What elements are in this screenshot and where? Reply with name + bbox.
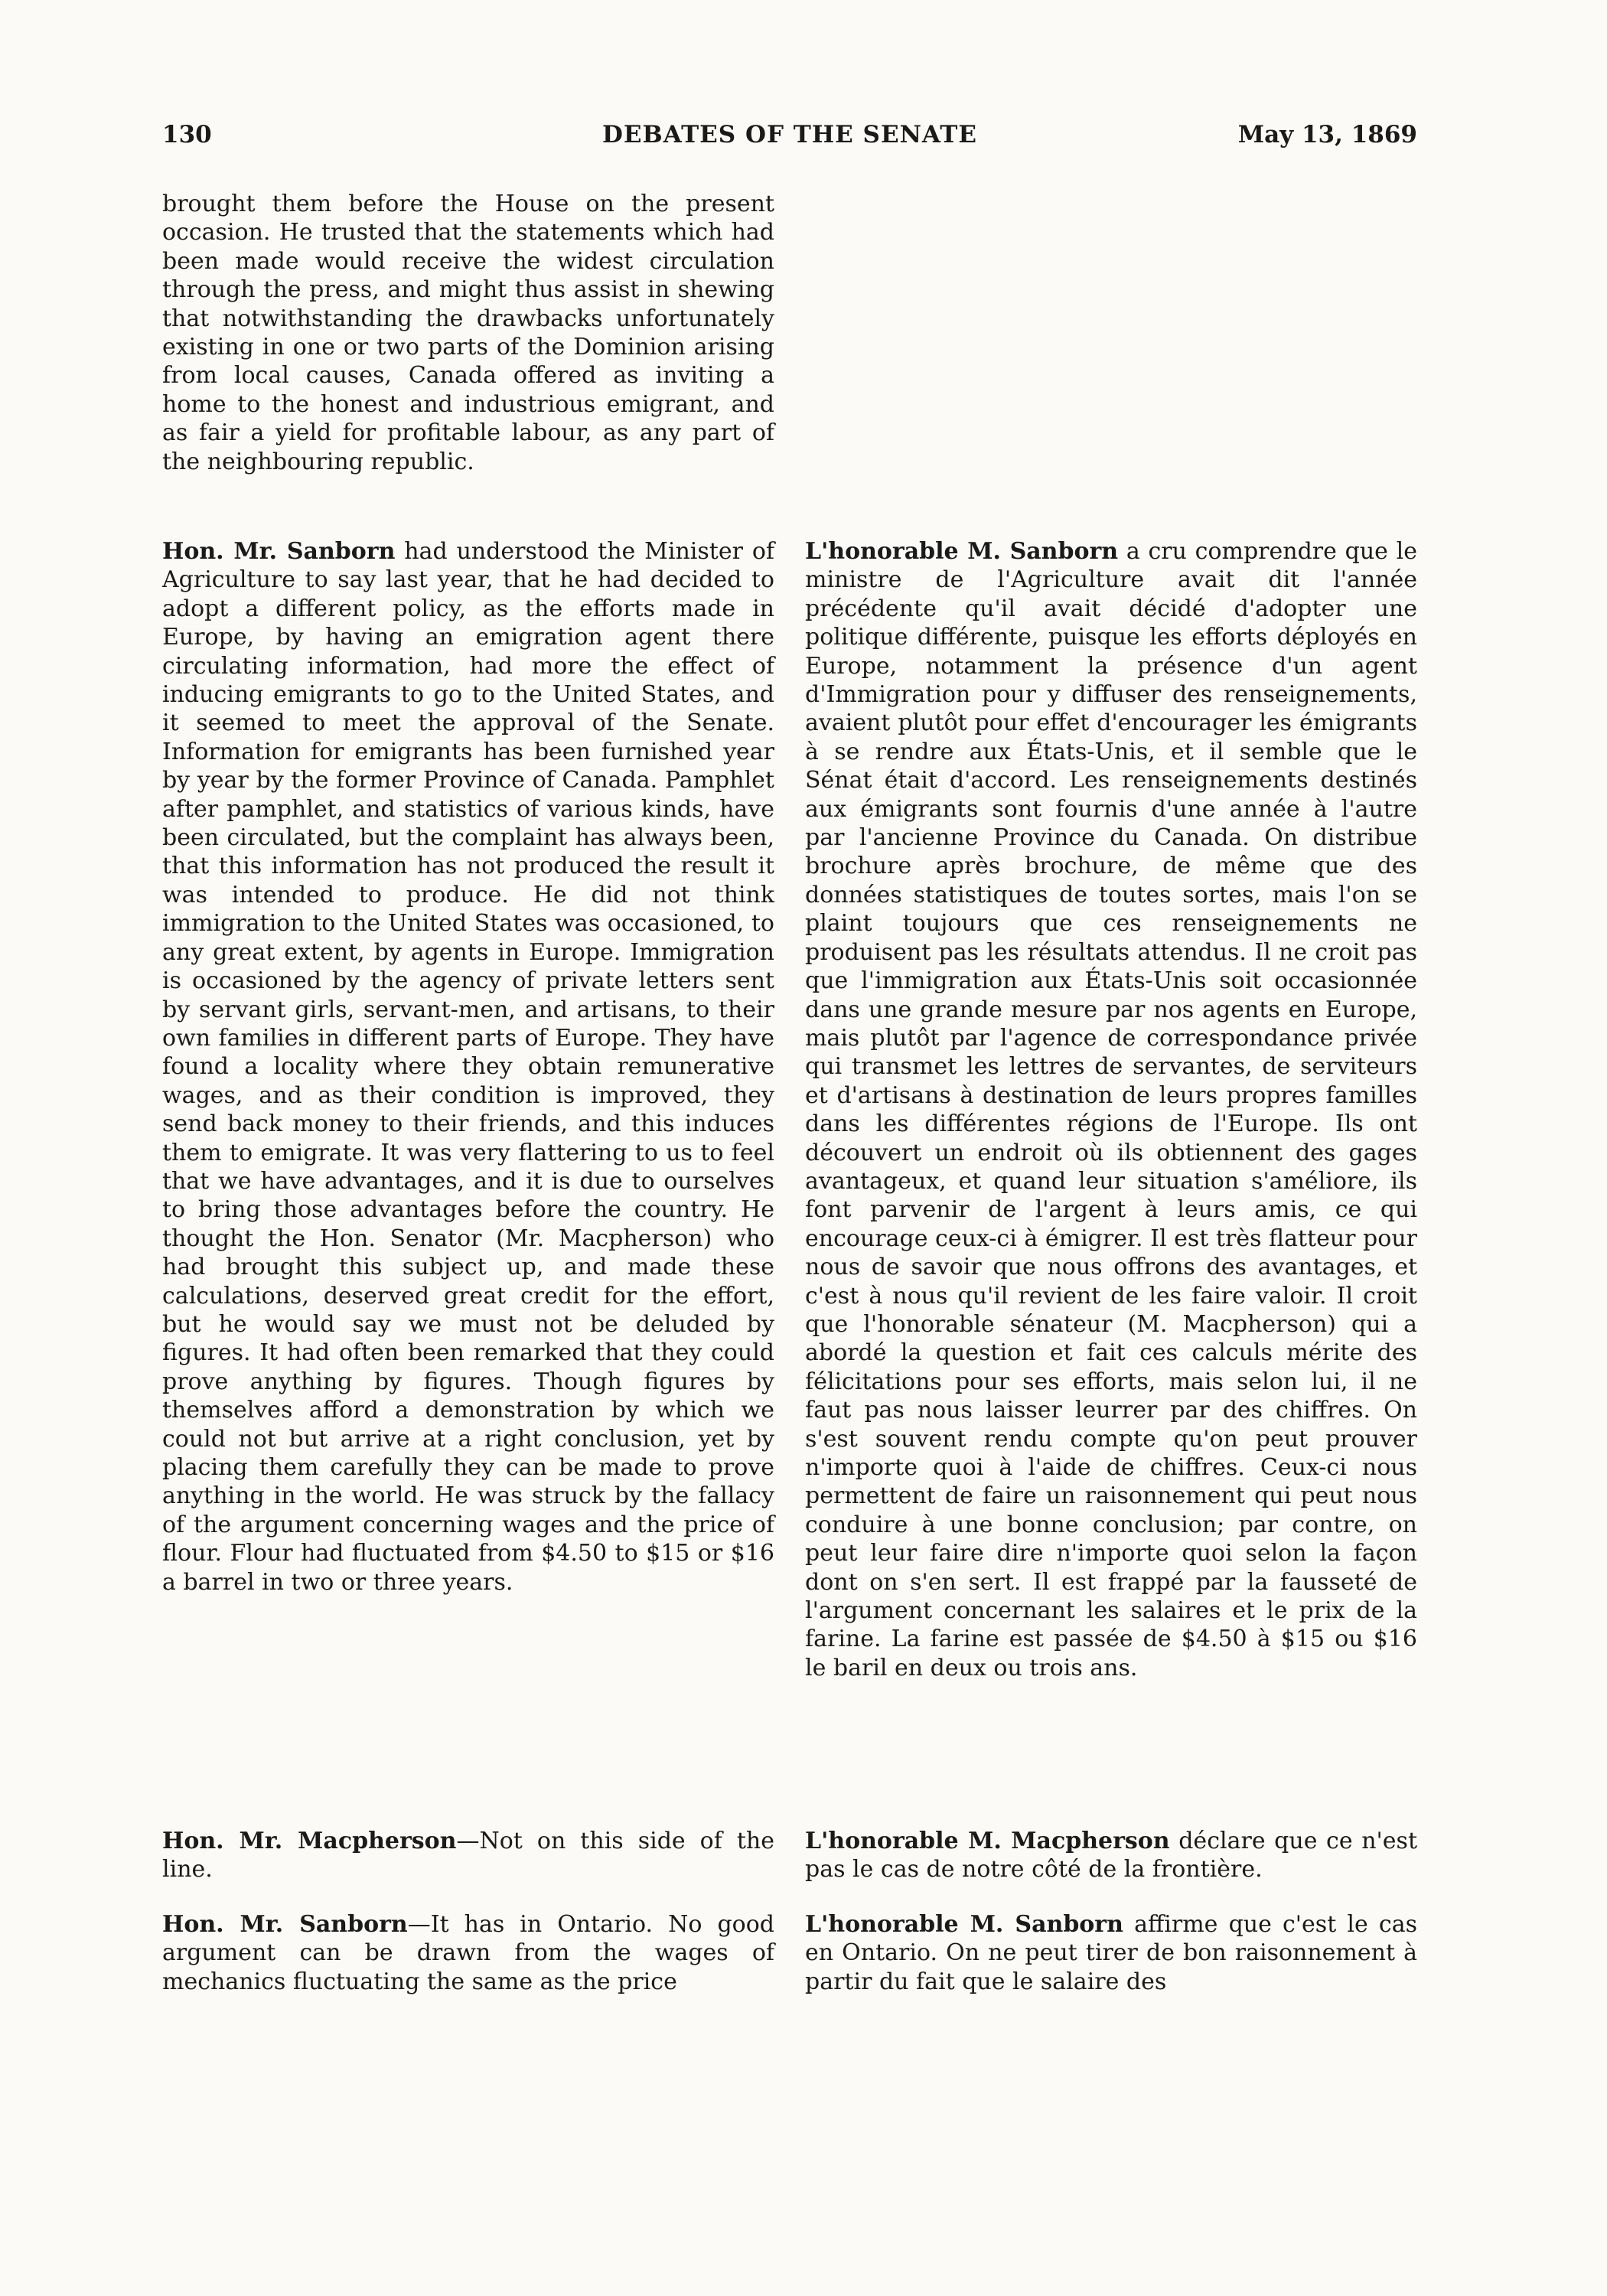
speech-text: a cru comprendre que le ministre de l'Agriculture avait dit l'année précédente qu'il avait décidé d'adopter une politique différente, puisque les efforts déployés en Europe, notamment la présence d'un agent d'Immigration pour y diffuser des renseignements, avaient plutôt pour effet d'encourager les émigrants à se rendre aux États-Unis, et il semble que le Sénat était d'accord. Les renseignements destinés aux émigrants sont fournis d'une année à l'autre par l'ancienne Province du Canada. On distribue brochure après brochure, de même que des données statistiques de toutes sortes, mais l'on se plaint toujours que ces renseignements ne produisent pas les résultats attendus. Il ne croit pas que l'immigration aux États-Unis soit occasionnée dans une grande mesure par nos agents en Europe, mais plutôt par l'agence de correspondance privée qui transmet les lettres de servantes, de serviteurs et d'artisans à destination de leurs propres familles dans les différentes régions de l'Europe. Ils ont découvert un endroit où ils obtiennent des gages avantageux, et quand leur situation s'améliore, ils font parvenir de l'argent à leurs amis, ce qui encourage ceux-ci à émigrer. Il est très flatteur pour nous de savoir que nous offrons des avantages, et c'est à nous qu'il revient de les faire valoir. Il croit que l'honorable sénateur (M. Macpherson) qui a abordé la question et fait ces calculs mérite des félicitations pour ses efforts, mais selon lui, il ne faut pas nous laisser leurrer par des chiffres. On s'est souvent rendu compte qu'on peut prouver n'importe quoi à l'aide de chiffres. Ceux-ci nous permettent de faire un raisonnement qui peut nous conduire à une bonne conclusion; par contre, on peut leur faire dire n'importe quoi selon la façon dont on s'en sert. Il est frappé par la fausseté de l'argument concernant les salaires et le prix de la farine. La farine est passée de $4.50 à $15 ou $16 le baril en deux ou trois ans. — [805, 538, 1417, 1681]
speaker-name: Hon. Mr. Macpherson — [162, 1828, 457, 1854]
speech-text: déclare que ce n'est pas le cas de notre côté de la frontière. — [805, 1828, 1417, 1883]
speaker-name: L'honorable M. Macpherson — [805, 1828, 1170, 1854]
speech-text: —Not on this side of the line. — [162, 1828, 774, 1883]
page-number: 130 — [162, 121, 212, 148]
english-paragraph-3 — [162, 1827, 774, 1884]
speech-text: had understood the Minister of Agriculture to say last year, that he had decided to adopt a different policy, as the efforts made in Europe, by having an emigration agent there circulating information, had more the effect of inducing emigrants to go to the United States, and it seemed to meet the approval of the Senate. Information for emigrants has been furnished year by year by the former Province of Canada. Pamphlet after pamphlet, and statistics of various kinds, have been circulated, but the complaint has always been, that this information has not produced the result it was intended to produce. He did not think immigration to the United States was occasioned, to any great extent, by agents in Europe. Immigration is occasioned by the agency of private letters sent by servant girls, servant-men, and artisans, to their own families in different parts of Europe. They have found a locality where they obtain remunerative wages, and as their condition is improved, they send back money to their friends, and this induces them to emigrate. It was very flattering to us to feel that we have advantages, and it is due to ourselves to bring those advantages before the country. He thought the Hon. Senator (Mr. Macpherson) who had brought this subject up, and made these calculations, deserved great credit for the effort, but he would say we must not be deluded by figures. It had often been remarked that they could prove anything by figures. Though figures by themselves afford a demonstration by which we could not but arrive at a right conclusion, yet by placing them carefully they can be made to prove anything in the world. He was struck by the fallacy of the argument concerning wages and the price of flour. Flour had fluctuated from $4.50 to $15 or $16 a barrel in two or three years. — [162, 538, 774, 1596]
english-paragraph-1: brought them before the House on the present occasion. He trusted that the statements which had been made would receive the widest circulation through the press, and might thus assist in shewing that notwithstanding the drawbacks unfortunately existing in one or two parts of the Dominion arising from local causes, Canada offered as inviting a home to the honest and industrious emigrant, and as fair a yield for profitable labour, as any part of the neighbouring republic. — [162, 191, 774, 475]
journal-title: DEBATES OF THE SENATE — [602, 121, 977, 148]
french-paragraph-3 — [805, 1827, 1417, 1884]
english-column-macpherson — [162, 1827, 774, 2022]
french-column-sanborn — [805, 537, 1417, 1708]
page-header — [162, 121, 1417, 159]
page-date: May 13, 1869 — [1237, 121, 1417, 148]
english-paragraph-2 — [162, 537, 774, 1596]
french-paragraph-4 — [805, 1910, 1417, 1996]
speaker-name: L'honorable M. Sanborn — [805, 538, 1119, 565]
speech-text: —It has in Ontario. No good argument can be drawn from the wages of mechanics fluctuating the same as the price — [162, 1910, 774, 1995]
speaker-name: Hon. Mr. Sanborn — [162, 1910, 408, 1938]
english-paragraph-4 — [162, 1910, 774, 1996]
french-paragraph-2 — [805, 537, 1417, 1682]
english-column-sanborn — [162, 537, 774, 1623]
speaker-name: L'honorable M. Sanborn — [805, 1910, 1123, 1938]
speech-text: affirme que c'est le cas en Ontario. On ne peut tirer de bon raisonnement à partir du fait que le salaire des — [805, 1910, 1417, 1995]
french-column-macpherson — [805, 1827, 1417, 2022]
english-column-top — [162, 190, 774, 502]
speaker-name: Hon. Mr. Sanborn — [162, 538, 396, 565]
